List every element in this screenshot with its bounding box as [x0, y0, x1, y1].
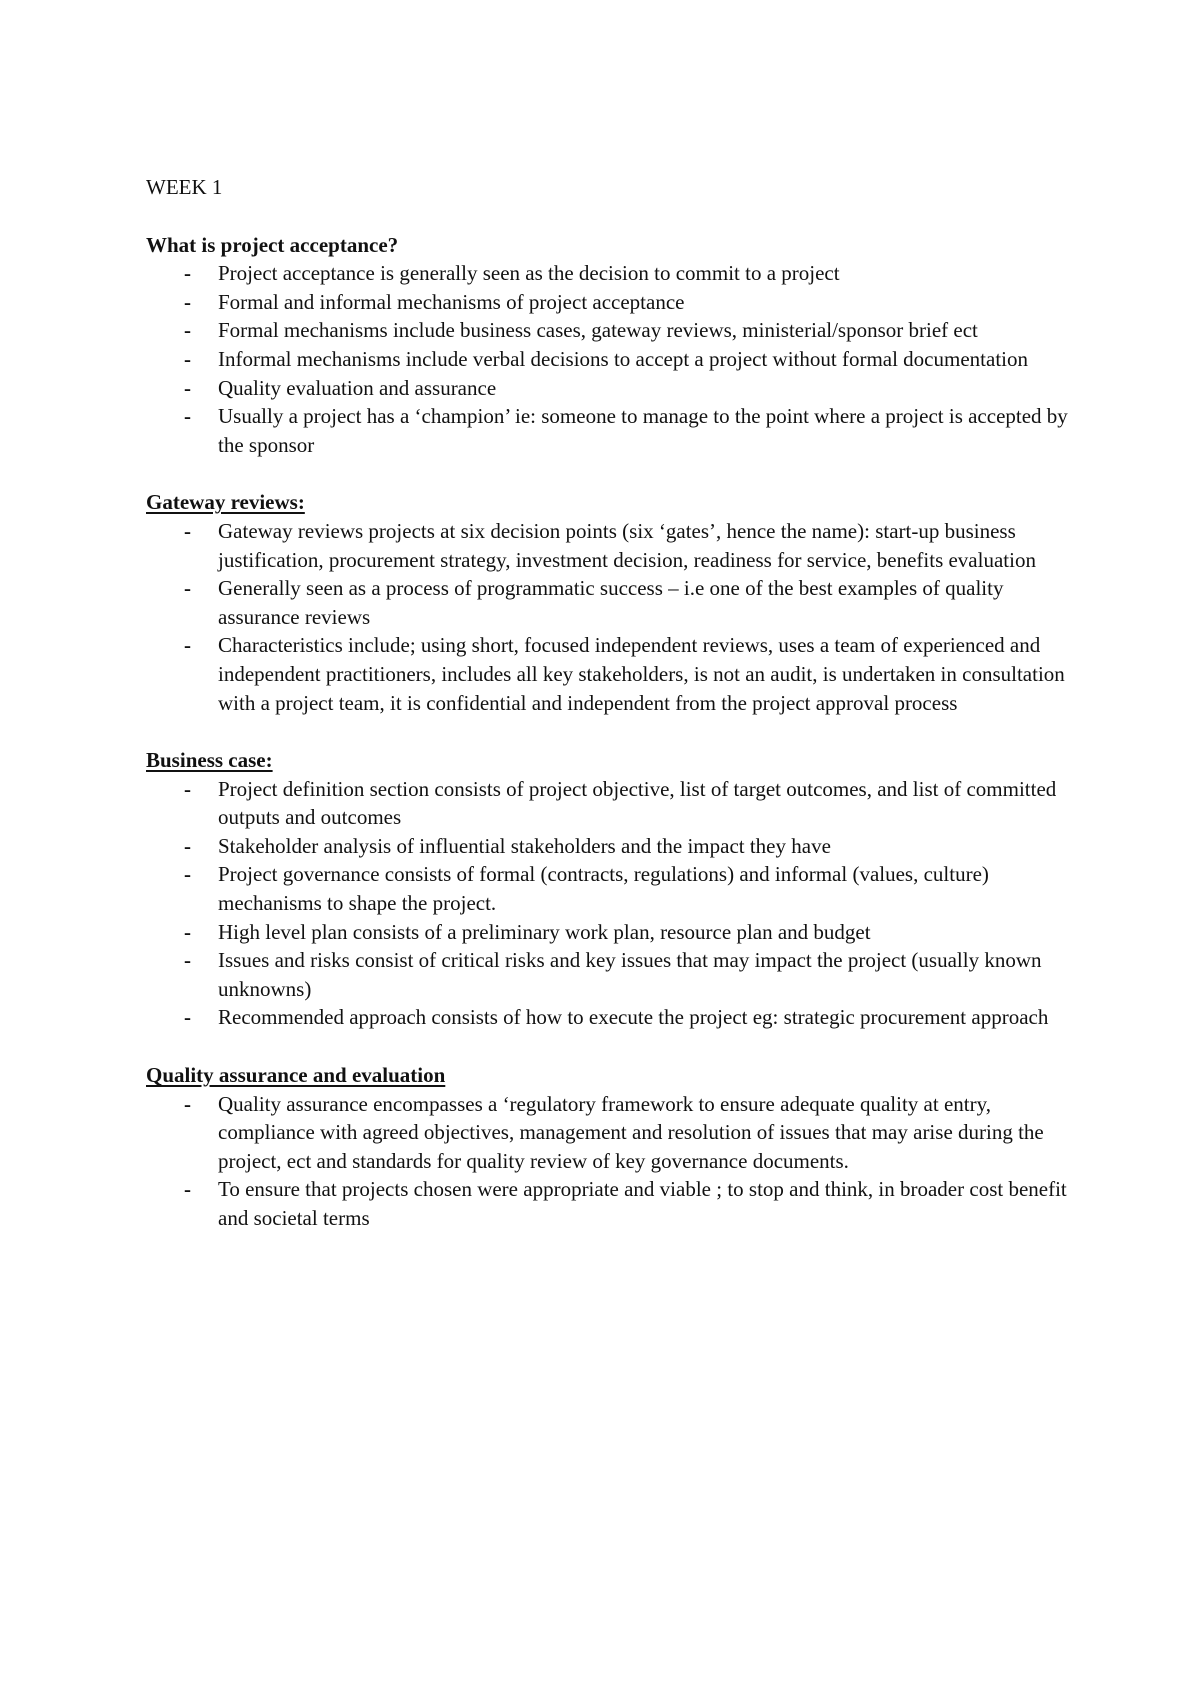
bullet-text: Generally seen as a process of programmatic success – i.e one of the best examples of quality assurance reviews — [218, 576, 1004, 629]
bullet-text: Formal mechanisms include business cases, gateway reviews, ministerial/sponsor brief ect — [218, 318, 978, 343]
bullet-dash-icon: - — [184, 862, 191, 887]
bullet-item — [146, 1003, 1076, 1032]
bullet-dash-icon: - — [184, 948, 191, 973]
bullet-dash-icon: - — [184, 318, 191, 343]
bullet-list — [146, 1090, 1076, 1233]
section-heading: Business case: — [146, 748, 273, 773]
bullet-item — [146, 918, 1076, 947]
bullet-item — [146, 316, 1076, 345]
bullet-item — [146, 517, 1076, 574]
section — [146, 746, 1076, 1032]
bullet-text: Issues and risks consist of critical risks and key issues that may impact the project (usually known unknowns) — [218, 948, 1042, 1001]
bullet-item — [146, 860, 1076, 917]
bullet-text: Quality evaluation and assurance — [218, 375, 497, 400]
bullet-text: To ensure that projects chosen were appropriate and viable ; to stop and think, in broader cost benefit and societal terms — [218, 1177, 1067, 1230]
bullet-text: Informal mechanisms include verbal decisions to accept a project without formal documentation — [218, 346, 1028, 371]
bullet-dash-icon: - — [184, 346, 191, 371]
bullet-dash-icon: - — [184, 776, 191, 801]
bullet-item — [146, 1090, 1076, 1176]
section-heading: What is project acceptance? — [146, 232, 399, 257]
sections-container — [146, 231, 1076, 1233]
bullet-dash-icon: - — [184, 633, 191, 658]
bullet-text: Project acceptance is generally seen as the decision to commit to a project — [218, 261, 840, 286]
bullet-text: Usually a project has a ‘champion’ ie: someone to manage to the point where a project is accepted by the sponsor — [218, 404, 1068, 457]
bullet-text: Stakeholder analysis of influential stakeholders and the impact they have — [218, 833, 831, 858]
bullet-dash-icon: - — [184, 375, 191, 400]
bullet-dash-icon: - — [184, 1091, 191, 1116]
document-page — [146, 173, 1076, 1262]
bullet-item — [146, 1175, 1076, 1232]
bullet-list — [146, 259, 1076, 459]
bullet-dash-icon: - — [184, 1005, 191, 1030]
bullet-text: Project definition section consists of project objective, list of target outcomes, and list of committed outputs and outcomes — [218, 776, 1057, 830]
bullet-dash-icon: - — [184, 289, 191, 314]
bullet-item — [146, 345, 1076, 374]
bullet-list — [146, 517, 1076, 717]
section — [146, 1061, 1076, 1233]
bullet-text: Gateway reviews projects at six decision points (six ‘gates’, hence the name): start-up business justification, procurement strategy, investment decision, readiness for service, benefits evaluation — [218, 518, 1036, 572]
bullet-item — [146, 832, 1076, 861]
week-title: WEEK 1 — [146, 175, 223, 199]
bullet-dash-icon: - — [184, 1177, 191, 1202]
bullet-item — [146, 288, 1076, 317]
bullet-dash-icon: - — [184, 518, 191, 543]
bullet-item — [146, 631, 1076, 717]
bullet-dash-icon: - — [184, 261, 191, 286]
bullet-text: Formal and informal mechanisms of project acceptance — [218, 289, 685, 314]
bullet-item — [146, 374, 1076, 403]
bullet-text: Quality assurance encompasses a ‘regulatory framework to ensure adequate quality at entry, compliance with agreed objectives, management and resolution of issues that may arise during the project, ect and standards for quality review of key governance documents. — [218, 1091, 1044, 1173]
bullet-item — [146, 259, 1076, 288]
bullet-text: Characteristics include; using short, focused independent reviews, uses a team of experienced and independent practitioners, includes all key stakeholders, is not an audit, is undertaken in consultation with a project team, it is confidential and independent from the project approval process — [218, 633, 1065, 715]
section — [146, 231, 1076, 460]
bullet-dash-icon: - — [184, 404, 191, 429]
bullet-list — [146, 775, 1076, 1032]
bullet-dash-icon: - — [184, 576, 191, 601]
section-heading: Gateway reviews: — [146, 490, 305, 515]
bullet-text: Project governance consists of formal (contracts, regulations) and informal (values, culture) mechanisms to shape the project. — [218, 862, 989, 916]
section — [146, 488, 1076, 717]
bullet-dash-icon: - — [184, 919, 191, 944]
bullet-text: Recommended approach consists of how to execute the project eg: strategic procurement approach — [218, 1005, 1049, 1030]
section-heading: Quality assurance and evaluation — [146, 1063, 446, 1088]
bullet-item — [146, 775, 1076, 832]
bullet-dash-icon: - — [184, 833, 191, 858]
bullet-text: High level plan consists of a preliminary work plan, resource plan and budget — [218, 919, 871, 944]
bullet-item — [146, 574, 1076, 631]
bullet-item — [146, 946, 1076, 1003]
bullet-item — [146, 402, 1076, 459]
